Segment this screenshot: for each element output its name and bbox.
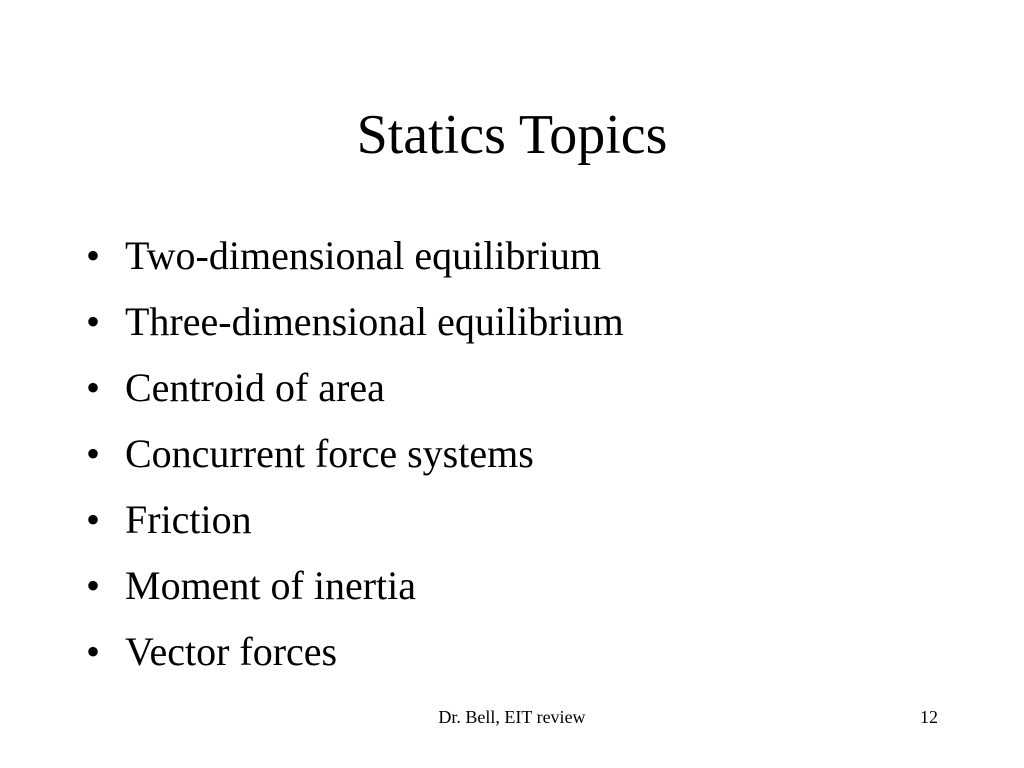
bullet-icon: • — [86, 365, 101, 410]
bullet-text: Moment of inertia — [125, 563, 417, 608]
bullet-item — [86, 359, 966, 425]
footer-author: Dr. Bell, EIT review — [438, 707, 586, 727]
bullet-icon: • — [86, 563, 101, 608]
bullet-item — [86, 425, 966, 491]
bullet-text: Three-dimensional equilibrium — [125, 299, 624, 344]
page-number: 12 — [920, 707, 938, 727]
bullet-item — [86, 491, 966, 557]
bullet-item — [86, 557, 966, 623]
bullet-item — [86, 293, 966, 359]
bullet-icon: • — [86, 233, 101, 278]
bullet-text: Centroid of area — [125, 365, 385, 410]
bullet-item — [86, 227, 966, 293]
bullet-icon: • — [86, 299, 101, 344]
bullet-list — [86, 227, 966, 689]
bullet-icon: • — [86, 497, 101, 542]
bullet-text: Friction — [125, 497, 252, 542]
bullet-text: Two-dimensional equilibrium — [125, 233, 602, 278]
bullet-text: Concurrent force systems — [125, 431, 534, 476]
bullet-icon: • — [86, 629, 101, 674]
bullet-item — [86, 623, 966, 689]
bullet-icon: • — [86, 431, 101, 476]
slide-title: Statics Topics — [356, 104, 668, 166]
bullet-text: Vector forces — [125, 629, 338, 674]
